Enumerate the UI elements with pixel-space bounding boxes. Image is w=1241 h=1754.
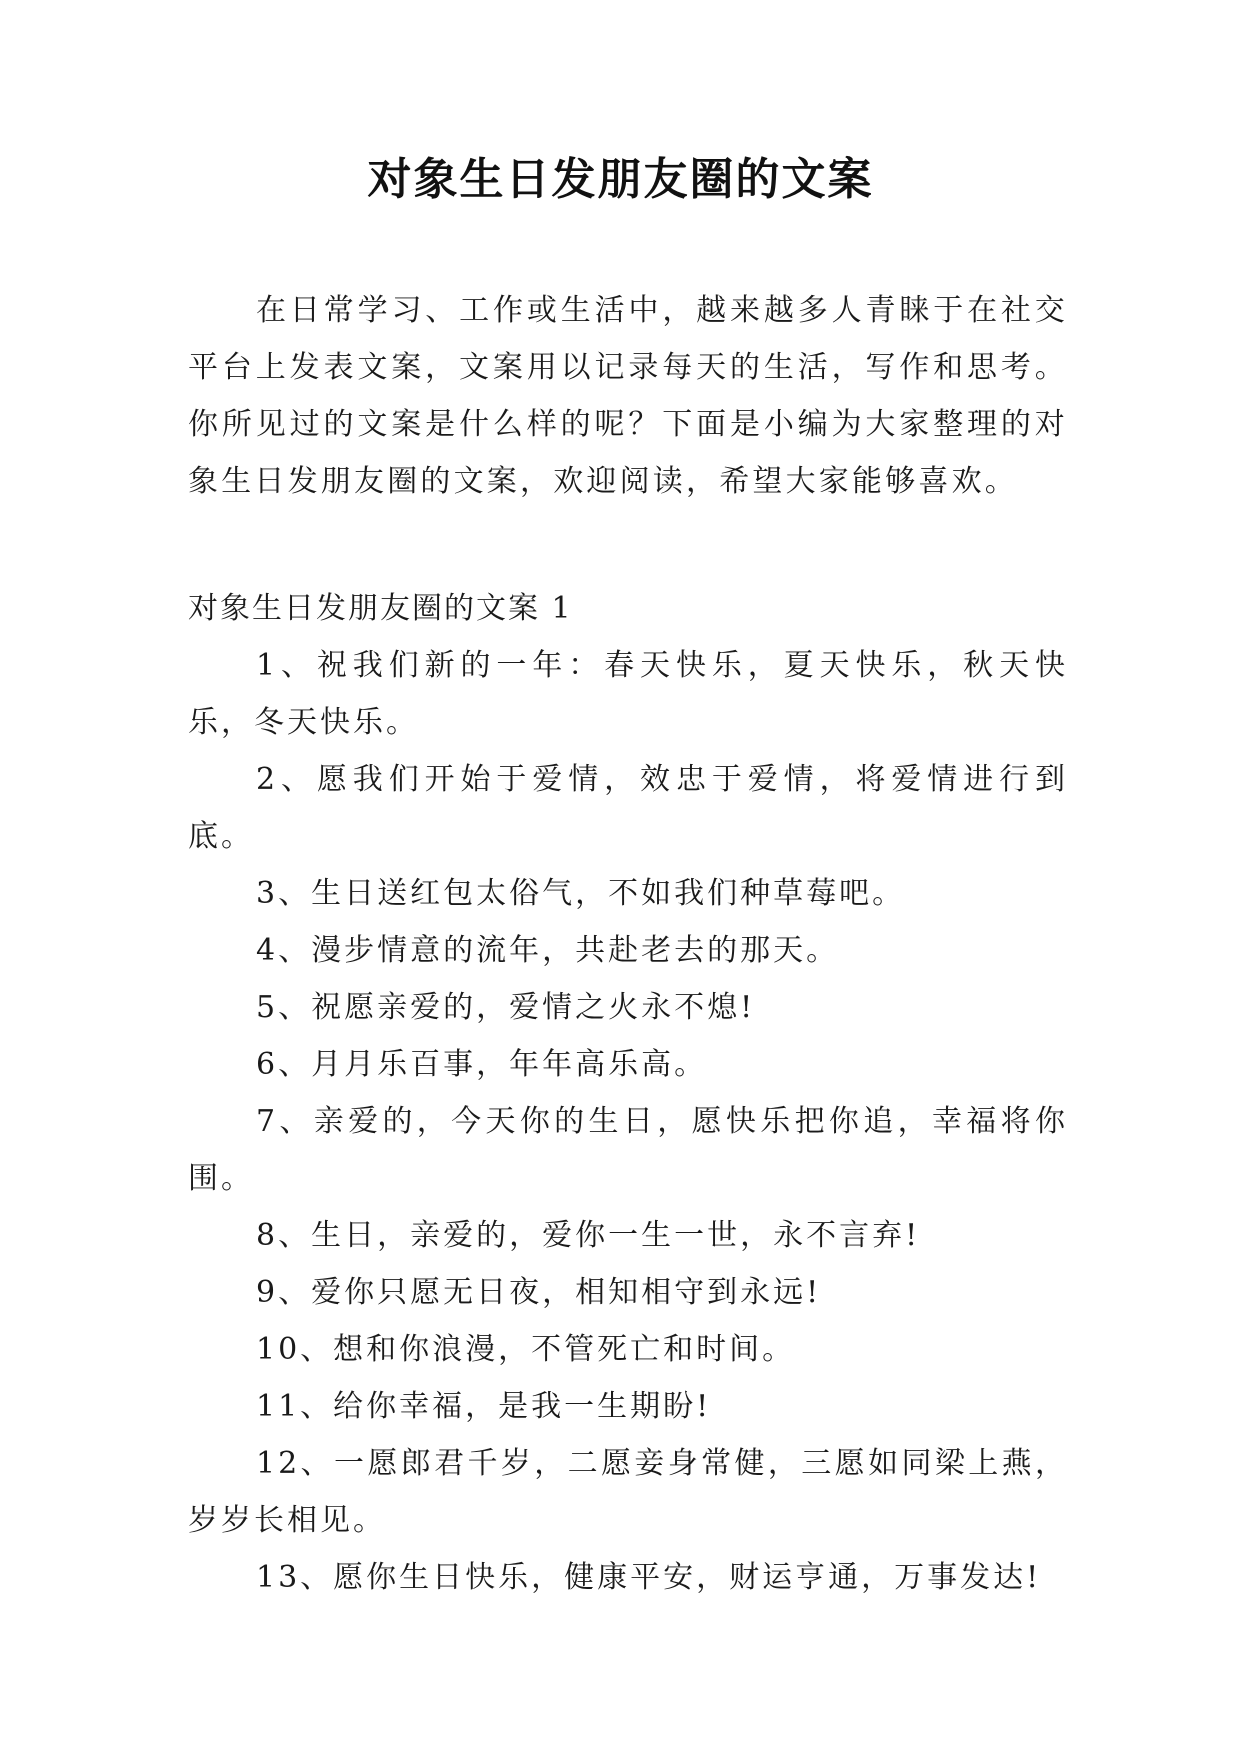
list-item: 10、想和你浪漫，不管死亡和时间。 (256, 1332, 796, 1367)
list-item: 9、爱你只愿无日夜，相知相守到永远! (256, 1275, 822, 1310)
list-item: 4、漫步情意的流年，共赴老去的那天。 (256, 933, 840, 968)
list-item: 5、祝愿亲爱的，爱情之火永不熄! (256, 990, 756, 1025)
list-item: 8、生日，亲爱的，爱你一生一世，永不言弃! (256, 1218, 921, 1253)
list-item: 7、亲爱的，今天你的生日，愿快乐把你追，幸福将你围。 (188, 1104, 1068, 1196)
list-item: 11、给你幸福，是我一生期盼! (256, 1389, 712, 1424)
list-item: 6、月月乐百事，年年高乐高。 (256, 1047, 708, 1082)
document-title: 对象生日发朋友圈的文案 (367, 154, 874, 205)
intro-paragraph: 在日常学习、工作或生活中，越来越多人青睐于在社交平台上发表文案，文案用以记录每天的生活，写作和思考。你所见过的文案是什么样的呢？下面是小编为大家整理的对象生日发朋友圈的文案，欢迎阅读，希望大家能够喜欢。 (188, 293, 1068, 499)
list-item: 3、生日送红包太俗气，不如我们种草莓吧。 (256, 876, 906, 911)
section-title: 对象生日发朋友圈的文案 1 (188, 591, 573, 626)
list-item: 13、愿你生日快乐，健康平安，财运亨通，万事发达! (256, 1560, 1042, 1595)
wish-list (188, 637, 1068, 1606)
list-item: 2、愿我们开始于爱情，效忠于爱情，将爱情进行到底。 (188, 762, 1068, 854)
list-item: 1、祝我们新的一年：春天快乐，夏天快乐，秋天快乐，冬天快乐。 (188, 648, 1068, 740)
list-item: 12、一愿郎君千岁，二愿妾身常健，三愿如同梁上燕，岁岁长相见。 (188, 1446, 1068, 1538)
